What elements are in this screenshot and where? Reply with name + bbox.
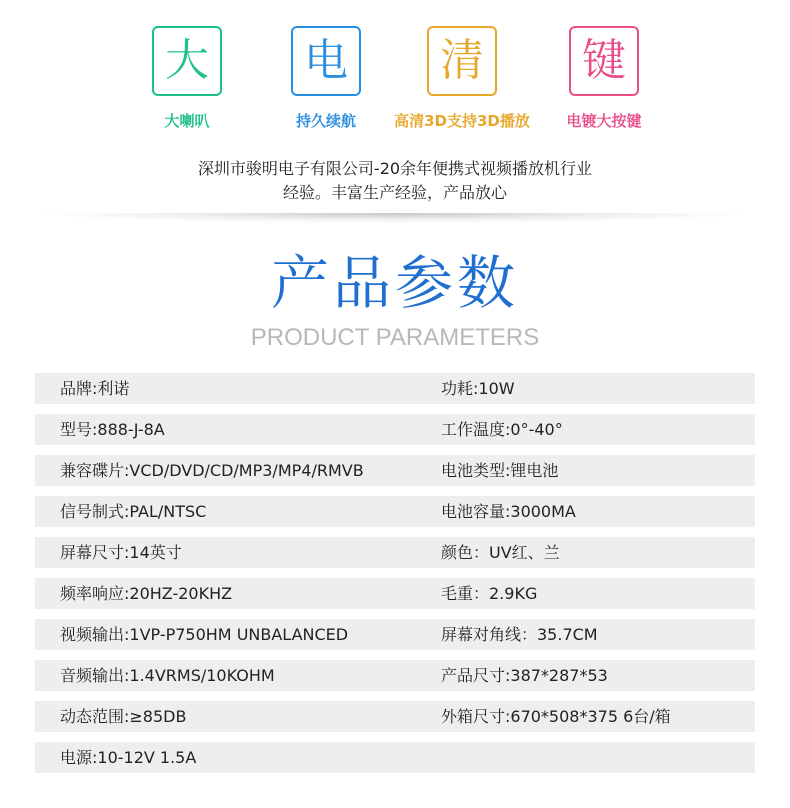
speaker-glyph-icon: 大 <box>152 26 222 96</box>
param-right: 工作温度:0°-40° <box>441 420 563 439</box>
param-right: 颜色：UV红、兰 <box>441 543 560 562</box>
param-left: 动态范围:≥85DB <box>60 707 187 726</box>
param-left: 视频输出:1VP-P750HM UNBALANCED <box>60 625 349 644</box>
param-right: 电池类型:锂电池 <box>441 461 559 480</box>
param-left: 屏幕尺寸:14英寸 <box>60 543 182 562</box>
param-left: 信号制式:PAL/NTSC <box>60 502 207 521</box>
param-row <box>35 496 755 527</box>
hd-glyph-icon: 清 <box>427 26 497 96</box>
param-row <box>35 660 755 691</box>
feature-hd-caption: 高清3D支持3D播放 <box>394 112 530 130</box>
param-row <box>35 701 755 732</box>
key-glyph-icon: 键 <box>569 26 639 96</box>
feature-speaker <box>112 26 262 131</box>
param-left: 频率响应:20HZ-20KHZ <box>60 584 233 603</box>
param-row <box>35 742 755 773</box>
param-row <box>35 414 755 445</box>
section-title: 产品参数 <box>270 249 519 317</box>
param-right: 外箱尺寸:670*508*375 6台/箱 <box>441 707 671 726</box>
param-left: 兼容碟片:VCD/DVD/CD/MP3/MP4/RMVB <box>60 461 364 480</box>
company-description <box>0 157 790 205</box>
param-right: 屏幕对角线：35.7CM <box>441 625 598 644</box>
section-divider-shadow <box>40 213 750 223</box>
parameter-table <box>35 373 755 783</box>
company-line-2: 经验。丰富生产经验，产品放心 <box>282 183 507 202</box>
param-right: 毛重：2.9KG <box>441 584 538 603</box>
param-row <box>35 455 755 486</box>
feature-battery-caption: 持久续航 <box>295 112 356 130</box>
param-row <box>35 619 755 650</box>
param-left: 型号:888-J-8A <box>60 420 165 439</box>
param-row <box>35 537 755 568</box>
company-line-1: 深圳市骏明电子有限公司-20余年便携式视频播放机行业 <box>197 159 593 178</box>
param-left: 电源:10-12V 1.5A <box>60 748 197 767</box>
param-right: 功耗:10W <box>441 379 515 398</box>
battery-glyph-icon: 电 <box>291 26 361 96</box>
feature-keys-caption: 电镀大按键 <box>566 112 642 130</box>
param-left: 音频输出:1.4VRMS/10KOHM <box>60 666 275 685</box>
feature-speaker-caption: 大喇叭 <box>164 112 210 130</box>
param-row <box>35 578 755 609</box>
feature-battery <box>251 26 401 131</box>
section-subtitle: PRODUCT PARAMETERS <box>250 324 540 351</box>
param-right: 电池容量:3000MA <box>441 502 576 521</box>
param-left: 品牌:利诺 <box>60 379 130 398</box>
param-right: 产品尺寸:387*287*53 <box>441 666 608 685</box>
feature-hd <box>387 26 537 131</box>
feature-keys <box>529 26 679 131</box>
param-row <box>35 373 755 404</box>
